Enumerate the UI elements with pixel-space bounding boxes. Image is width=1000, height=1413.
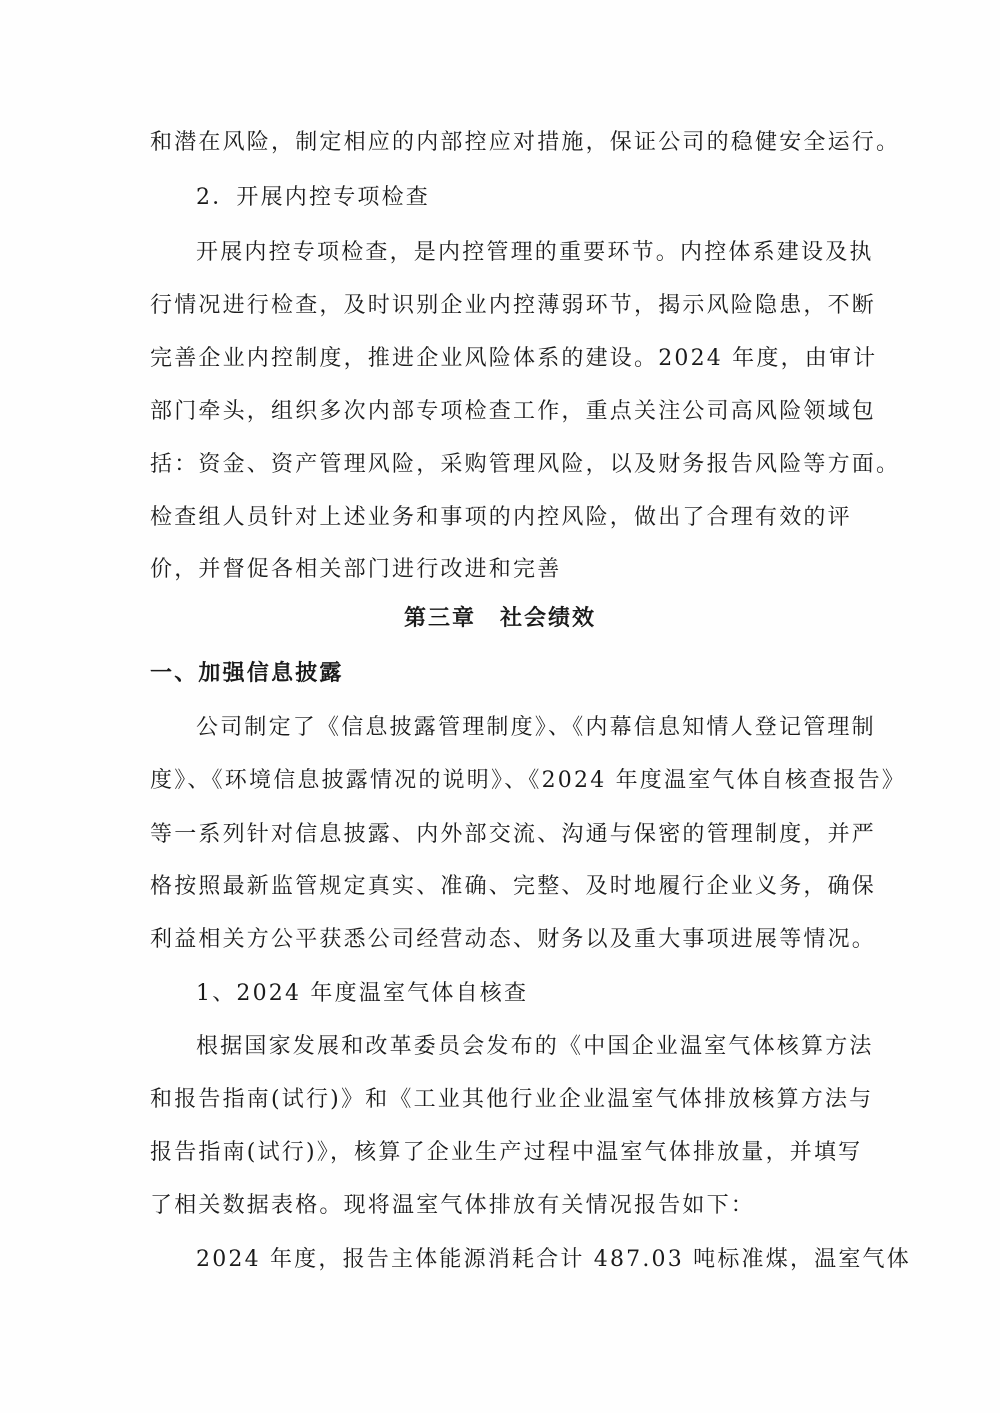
paragraph-line: 和报告指南(试行)》和《工业其他行业企业温室气体排放核算方法与	[150, 1087, 874, 1112]
paragraph-line: 检查组人员针对上述业务和事项的内控风险，做出了合理有效的评	[150, 505, 852, 530]
subsection-heading: 2．开展内控专项检查	[196, 185, 430, 210]
paragraph-line: 公司制定了《信息披露管理制度》、《内幕信息知情人登记管理制	[196, 715, 876, 740]
paragraph-line: 等一系列针对信息披露、内外部交流、沟通与保密的管理制度，并严	[150, 822, 877, 847]
section-heading: 一、加强信息披露	[150, 661, 344, 686]
paragraph-line: 和潜在风险，制定相应的内部控应对措施，保证公司的稳健安全运行。	[150, 130, 901, 155]
paragraph-line: 了相关数据表格。现将温室气体排放有关情况报告如下：	[150, 1193, 756, 1218]
paragraph-line: 格按照最新监管规定真实、准确、完整、及时地履行企业义务，确保	[150, 874, 877, 899]
paragraph-line: 开展内控专项检查，是内控管理的重要环节。内控体系建设及执	[196, 240, 874, 265]
paragraph-line: 利益相关方公平获悉公司经营动态、财务以及重大事项进展等情况。	[150, 927, 877, 952]
subsection-heading: 1、2024 年度温室气体自核查	[196, 981, 529, 1006]
paragraph-line: 部门牵头，组织多次内部专项检查工作，重点关注公司高风险领域包	[150, 399, 877, 424]
paragraph-line: 括：资金、资产管理风险，采购管理风险，以及财务报告风险等方面。	[150, 452, 901, 477]
paragraph-line: 报告指南(试行)》，核算了企业生产过程中温室气体排放量，并填写	[150, 1140, 863, 1165]
paragraph-line: 完善企业内控制度，推进企业风险体系的建设。2024 年度，由审计	[150, 346, 878, 371]
paragraph-line: 行情况进行检查，及时识别企业内控薄弱环节，揭示风险隐患，不断	[150, 293, 877, 318]
chapter-title: 第三章 社会绩效	[403, 606, 596, 631]
paragraph-line: 度》、《环境信息披露情况的说明》、《2024 年度温室气体自核查报告》	[150, 768, 906, 793]
paragraph-line: 根据国家发展和改革委员会发布的《中国企业温室气体核算方法	[196, 1034, 874, 1059]
paragraph-line: 价，并督促各相关部门进行改进和完善	[150, 557, 562, 582]
paragraph-line: 2024 年度，报告主体能源消耗合计 487.03 吨标准煤，温室气体	[196, 1247, 911, 1272]
